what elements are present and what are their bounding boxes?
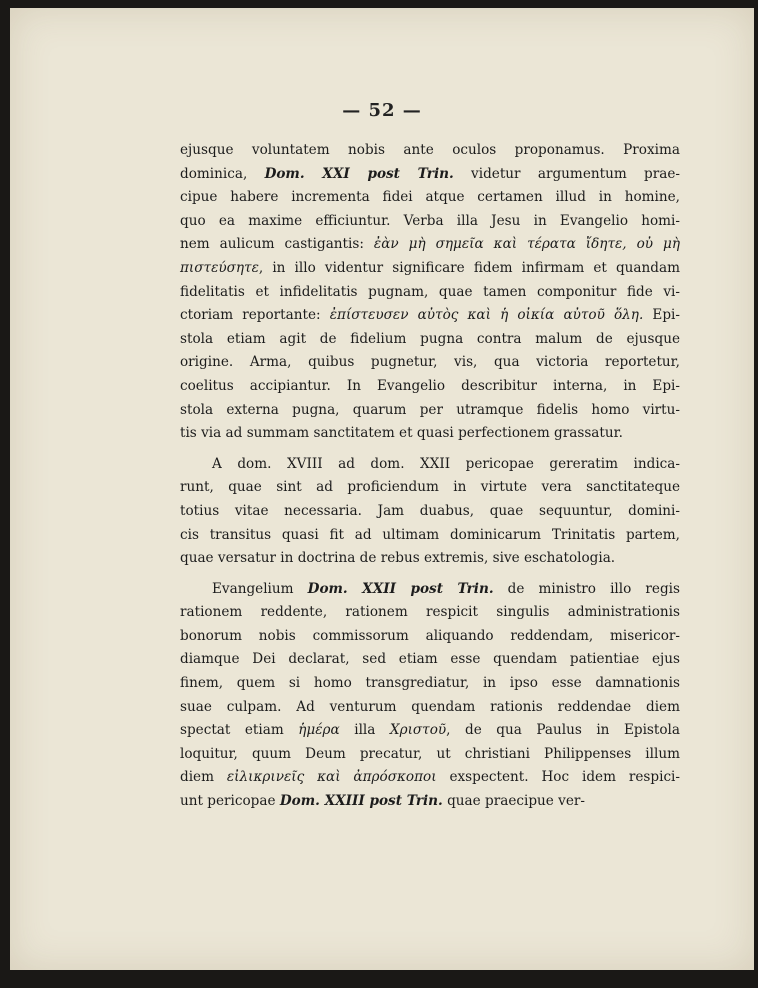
text-line — [180, 281, 680, 305]
text-line — [180, 696, 680, 720]
greek-quote: εἰλικρινεῖς καὶ ἀπρόσκοποι — [226, 769, 437, 786]
text-line — [180, 210, 680, 234]
text-segment: A dom. XVIII ad dom. XXII pericopae gereratim indica- — [212, 455, 680, 472]
text-line — [180, 351, 680, 375]
text-segment: quae versatur in doctrina de rebus extremis, sive eschatologia. — [180, 550, 616, 567]
text-line — [180, 476, 680, 500]
text-line — [180, 790, 680, 814]
text-line — [180, 719, 680, 743]
text-line — [180, 625, 680, 649]
text-segment: cis transitus quasi fit ad ultimam dominicarum Trinitatis partem, — [180, 526, 680, 543]
book-page — [10, 8, 754, 970]
text-line — [180, 328, 680, 352]
body-text — [180, 139, 680, 814]
text-segment: finem, quem si homo transgrediatur, in ipso esse damnationis — [180, 675, 680, 692]
text-line — [180, 304, 680, 328]
sunday-reference: Dom. XXIII post Trin. — [279, 793, 443, 810]
text-segment: unt pericopae — [180, 793, 280, 810]
sunday-reference: Dom. XXII post Trin. — [307, 580, 494, 597]
text-segment: coelitus accipiantur. In Evangelio describitur interna, in Epi- — [180, 377, 680, 394]
text-segment: quo ea maxime efficiuntur. Verba illa Jesu in Evangelio homi- — [180, 212, 680, 229]
text-line — [180, 743, 680, 767]
text-segment: ejusque voluntatem nobis ante oculos proponamus. Proxima — [180, 142, 680, 158]
text-segment: spectat etiam — [180, 722, 299, 739]
text-segment: runt, quae sint ad proficiendum in virtute vera sanctitateque — [180, 479, 680, 496]
text-segment: fidelitatis et infidelitatis pugnam, quae tamen componitur fide vi- — [180, 283, 680, 300]
text-line — [180, 766, 680, 790]
text-segment: stola etiam agit de fidelium pugna contra malum de ejusque — [180, 330, 680, 347]
text-line — [180, 453, 680, 477]
text-line — [180, 601, 680, 625]
text-segment: Evangelium — [212, 580, 308, 597]
text-segment: exspectent. Hoc idem respici- — [436, 769, 680, 786]
greek-quote: Χριστοῦ — [389, 722, 447, 739]
text-line — [180, 186, 680, 210]
text-segment: tis via ad summam sanctitatem et quasi perfectionem grassatur. — [180, 425, 623, 442]
text-line — [180, 422, 680, 446]
text-line — [180, 500, 680, 524]
text-segment: totius vitae necessaria. Jam duabus, quae sequuntur, domini- — [180, 502, 680, 519]
paragraph — [180, 453, 680, 571]
text-line — [180, 648, 680, 672]
greek-quote: ἐπίστευσεν αὐτὸς καὶ ἡ οἰκία αὐτοῦ ὅλη. — [329, 307, 644, 324]
text-segment: Epi- — [643, 307, 680, 324]
paragraph — [180, 139, 680, 446]
text-segment: rationem reddente, rationem respicit singulis administrationis — [180, 604, 680, 621]
paragraph — [180, 578, 680, 814]
text-segment: nem aulicum castigantis: — [180, 236, 374, 253]
greek-quote: πιστεύσητε — [180, 259, 259, 276]
text-segment: stola externa pugna, quarum per utramque fidelis homo virtu- — [180, 401, 680, 418]
text-line — [180, 578, 680, 602]
text-line — [180, 524, 680, 548]
text-line — [180, 139, 680, 163]
text-line — [180, 163, 680, 187]
text-segment: cipue habere incrementa fidei atque certamen illud in homine, — [180, 189, 680, 206]
text-line — [180, 233, 680, 257]
text-segment: diem — [180, 769, 227, 786]
text-segment: videtur argumentum prae- — [453, 165, 680, 182]
text-segment: ctoriam reportante: — [180, 307, 330, 324]
text-line — [180, 399, 680, 423]
text-segment: illa — [339, 722, 390, 739]
greek-quote: ἐὰν μὴ σημεῖα καὶ τέρατα ἴδητε, οὐ μὴ — [373, 236, 680, 253]
text-segment: suae culpam. Ad venturum quendam rationis reddendae diem — [180, 698, 680, 715]
text-segment: dominica, — [180, 165, 265, 182]
page-number: — 52 — — [342, 100, 422, 121]
text-segment: , de qua Paulus in Epistola — [446, 722, 681, 739]
text-segment: , in illo videntur significare fidem infirmam et quandam — [258, 259, 680, 276]
text-segment: origine. Arma, quibus pugnetur, vis, qua victoria reportetur, — [180, 354, 680, 371]
text-segment: diamque Dei declarat, sed etiam esse quendam patientiae ejus — [180, 651, 680, 668]
text-segment: loquitur, quum Deum precatur, ut christiani Philippenses illum — [180, 745, 680, 762]
greek-quote: ἡμέρα — [298, 722, 340, 739]
text-line — [180, 547, 680, 571]
text-line — [180, 375, 680, 399]
text-segment: quae praecipue ver- — [442, 793, 585, 810]
text-line — [180, 257, 680, 281]
text-segment: de ministro illo regis — [493, 580, 680, 597]
text-segment: bonorum nobis commissorum aliquando reddendam, misericor- — [180, 627, 680, 644]
text-line — [180, 672, 680, 696]
sunday-reference: Dom. XXI post Trin. — [264, 165, 454, 182]
